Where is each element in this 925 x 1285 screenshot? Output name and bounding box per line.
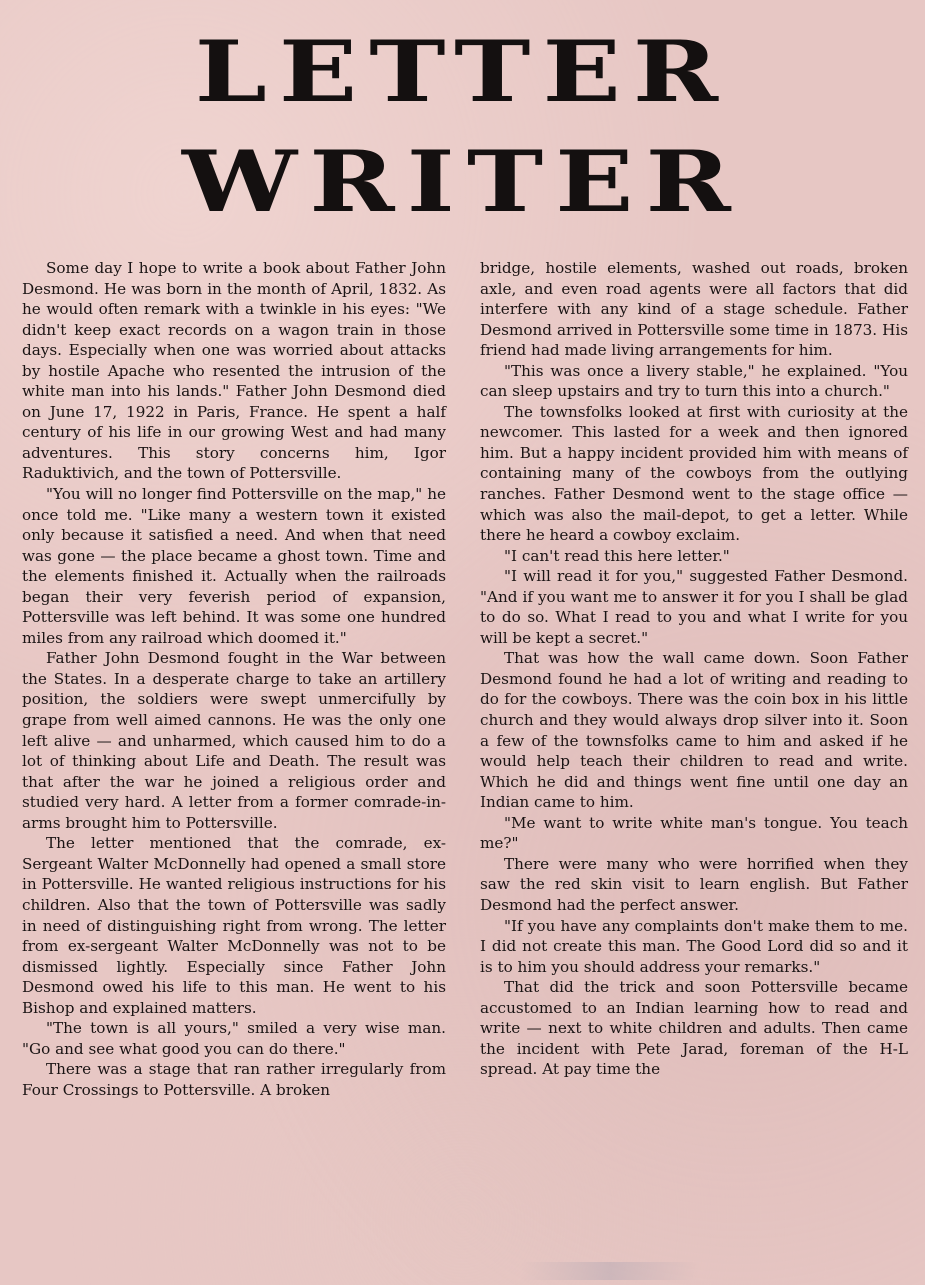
paragraph: "This was once a livery stable," he explained. "You can sleep upstairs and try to turn this into a church." [480, 361, 908, 401]
paragraph: The townsfolks looked at first with curiosity at the newcomer. This lasted for a week and then ignored him. But a happy incident provided him with means of containing many of the cowboys from the outlying ranches. Father Desmond went to the stage office — which was also the mail-depot, to get a letter. While there he heard a cowboy exclaim. [480, 402, 908, 545]
paragraph: That did the trick and soon Pottersville became accustomed to an Indian learning how to read and write — next to white children and adults. Then came the incident with Pete Jarad, foreman of the H-L spread. At pay time the [480, 978, 908, 1079]
paragraph: Father John Desmond fought in the War between the States. In a desperate charge to take an artillery position, the soldiers were swept unmercifully by grape from well aimed cannons. He was the only one left alive — and unharmed, which caused him to do a lot of thinking about Life and Death. The result was that after the war he joined a religious order and studied very hard. A letter from a former comrade-in-arms brought him to Pottersville. [22, 649, 446, 832]
right-column [480, 258, 908, 1080]
paragraph: The letter mentioned that the comrade, ex-Sergeant Walter McDonnelly had opened a small store in Pottersville. He wanted religious instructions for his children. Also that the town of Pottersville was sadly in need of distinguishing right from wrong. The letter from ex-sergeant Walter McDonnelly was not to be dismissed lightly. Especially since Father John Desmond owed his life to this man. He went to his Bishop and explained matters. [22, 834, 446, 1017]
title-line-2: WRITER [182, 132, 743, 231]
paragraph: "I will read it for you," suggested Father Desmond. "And if you want me to answer it for you I shall be glad to do so. What I read to you and what I write for you will be kept a secret." [480, 567, 908, 647]
paragraph: "If you have any complaints don't make them to me. I did not create this man. The Good Lord did so and it is to him you should address your remarks." [480, 916, 908, 976]
page-edge-smudge [520, 1262, 700, 1280]
paragraph: "I can't read this here letter." [504, 546, 730, 565]
left-column [22, 258, 446, 1100]
paragraph: "The town is all yours," smiled a very wise man. "Go and see what good you can do there." [22, 1019, 446, 1058]
title-line-1: LETTER [194, 22, 731, 121]
paragraph: There were many who were horrified when they saw the red skin visit to learn english. But Father Desmond had the perfect answer. [480, 854, 908, 914]
paragraph: There was a stage that ran rather irregularly from Four Crossings to Pottersville. A broken [22, 1060, 446, 1099]
paragraph: bridge, hostile elements, washed out roads, broken axle, and even road agents were all factors that did interfere with any kind of a stage schedule. Father Desmond arrived in Pottersville some time in 1873. His friend had made living arrangements for him. [480, 259, 908, 360]
paragraph: "Me want to write white man's tongue. You teach me?" [480, 813, 908, 853]
paragraph: "You will no longer find Pottersville on the map," he once told me. "Like many a western town it existed only because it satisfied a need. And when that need was gone — the place became a ghost town. Time and the elements finished it. Actually when the railroads began their very feverish period of expansion, Pottersville was left behind. It was some one hundred miles from any railroad which doomed it." [22, 485, 446, 647]
paragraph: Some day I hope to write a book about Father John Desmond. He was born in the month of April, 1832. As he would often remark with a twinkle in his eyes: "We didn't keep exact records on a wagon train in those days. Especially when one was worried about attacks by hostile Apache who resented the intrusion of the white man into his lands." Father John Desmond died on June 17, 1922 in Paris, France. He spent a half century of his life in our growing West and had many adventures. This story concerns him, Igor Raduktivich, and the town of Pottersville. [22, 259, 446, 483]
paragraph: That was how the wall came down. Soon Father Desmond found he had a lot of writing and reading to do for the cowboys. There was the coin box in his little church and they would always drop silver into it. Soon a few of the townsfolks came to him and asked if he would help teach their children to read and write. Which he did and things went fine until one day an Indian came to him. [480, 649, 908, 812]
